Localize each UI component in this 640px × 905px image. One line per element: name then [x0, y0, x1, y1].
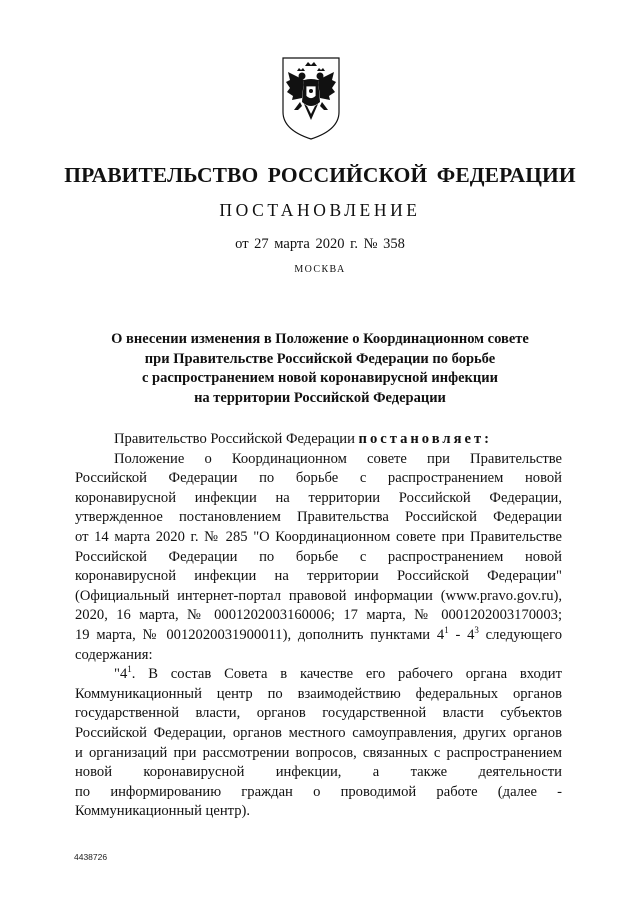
paragraph-line: коронавирусной инфекции на территории Российской Федерации,: [75, 489, 562, 506]
superscript: 1: [127, 664, 132, 675]
line-text: следующего: [478, 626, 562, 643]
paragraph-line: и организаций при рассмотрении вопросов, связанных с распространением: [75, 744, 562, 761]
line-text: 19 марта, № 0012020031900011), дополнить пунктами 4: [75, 626, 445, 643]
subject-line: при Правительстве Российской Федерации по борьбе: [144, 350, 496, 367]
subject-line: О внесении изменения в Положение о Координационном совете: [111, 331, 529, 347]
paragraph-line: по информированию граждан о проводимой работе (далее -: [75, 783, 562, 800]
paragraph-line: новой коронавирусной инфекции, а также деятельности: [75, 764, 562, 781]
paragraph-line: (Официальный интернет-портал правовой информации (www.pravo.gov.ru),: [75, 587, 562, 604]
superscript: 1: [444, 625, 449, 636]
city: МОСКВА: [294, 264, 346, 275]
line-text: - 4: [448, 626, 475, 643]
paragraph-line: государственной власти, органов государственной власти субъектов: [75, 705, 562, 722]
paragraph-line: [75, 665, 562, 685]
paragraph-line: 2020, 16 марта, № 0001202003160006; 17 марта, № 0001202003170003;: [75, 607, 562, 624]
resolves-word: постановляет:: [358, 431, 492, 447]
coat-of-arms-icon: [280, 50, 342, 142]
document-body: [75, 430, 562, 822]
resolves-prefix: Правительство Российской Федерации: [114, 431, 359, 447]
line-text: "4: [114, 666, 128, 683]
paragraph-line: от 14 марта 2020 г. № 285 "О Координационном совете при Правительстве: [75, 528, 562, 545]
subject-line: с распространением новой коронавирусной инфекции: [142, 370, 498, 386]
paragraph-line: утвержденное постановлением Правительства Российской Федерации: [75, 509, 562, 526]
paragraph-line: Коммуникационный центр).: [75, 803, 251, 820]
paragraph-line: Коммуникационный центр по взаимодействию федеральных органов: [75, 685, 562, 702]
paragraph-line: Положение о Координационном совете при Правительстве: [114, 450, 562, 467]
paragraph-line: Российской Федерации по борьбе с распространением новой: [75, 470, 562, 487]
document-subject: [70, 330, 570, 408]
subject-line: на территории Российской Федерации: [194, 389, 446, 406]
paragraph-line: Российской Федерации, органов местного самоуправления, других органов: [75, 724, 562, 741]
document-id: 4438726: [74, 852, 108, 862]
document-type: ПОСТАНОВЛЕНИЕ: [219, 200, 421, 220]
paragraph-line: содержания:: [75, 646, 153, 663]
government-title: ПРАВИТЕЛЬСТВО РОССИЙСКОЙ ФЕДЕРАЦИИ: [64, 163, 576, 187]
line-text: . В состав Совета в качестве его рабочего органа входит: [131, 666, 562, 683]
resolves-line: [75, 430, 562, 450]
date-and-number: от 27 марта 2020 г. № 358: [235, 236, 405, 252]
superscript: 3: [474, 625, 479, 636]
paragraph-line: [75, 626, 562, 646]
paragraph-line: коронавирусной инфекции на территории Российской Федерации": [75, 568, 562, 585]
paragraph-line: Российской Федерации по борьбе с распространением новой: [75, 548, 562, 565]
